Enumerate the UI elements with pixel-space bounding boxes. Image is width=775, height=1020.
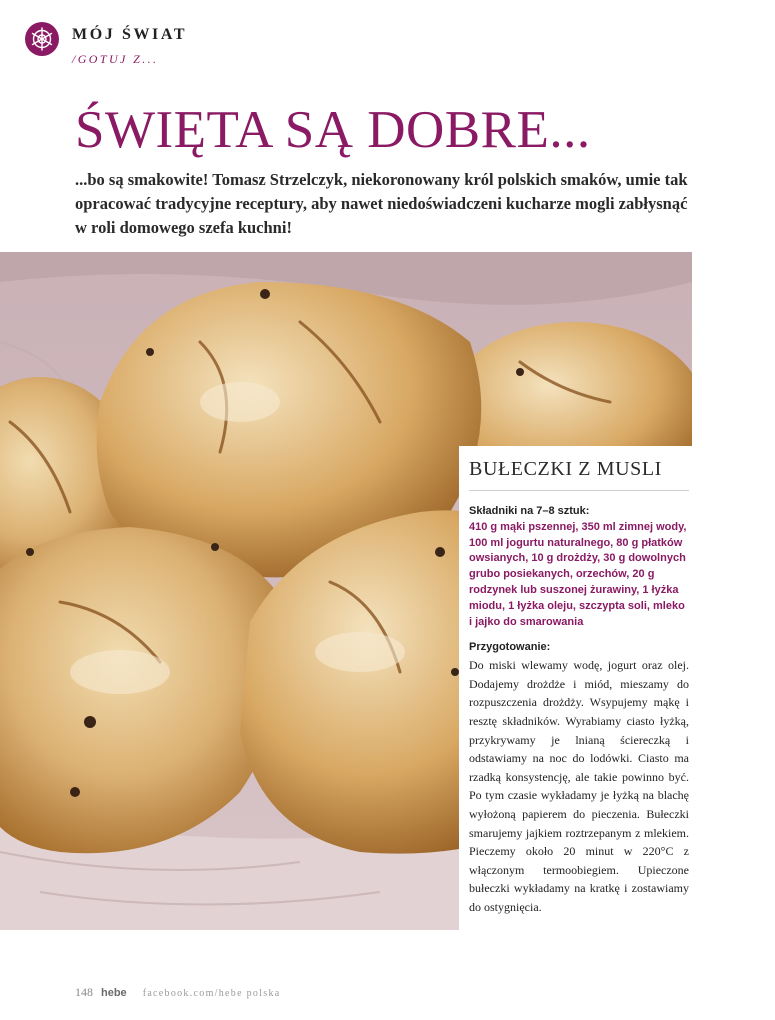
- page-number: 148: [75, 985, 93, 999]
- facebook-link[interactable]: facebook.com/hebe polska: [142, 988, 281, 999]
- recipe-title: BUŁECZKI Z MUSLI: [469, 456, 689, 491]
- article-headline: ŚWIĘTA SĄ DOBRE...: [75, 101, 591, 159]
- recipe-box: [459, 446, 699, 936]
- section-subtitle: /GOTUJ Z...: [72, 52, 159, 66]
- article-lead: ...bo są smakowite! Tomasz Strzelczyk, niekoronowany król polskich smaków, umie tak opracować tradycyjne receptury, aby nawet niedoświadczeni kucharze mogli zabłysnąć w roli domowego szefa kuchni!: [75, 170, 688, 237]
- preparation-text: Do miski wlewamy wodę, jogurt oraz olej. Dodajemy drożdże i miód, mieszamy do rozpuszczenia drożdży. Wsypujemy mąkę i resztę składników. Wyrabiamy ciasto łyżką, przykrywamy je lnianą ściereczką i odstawiamy na noc do lodówki. Ciasto ma rzadką konsystencję, ale takie powinno być. Po tym czasie wykładamy je łyżką na blachę wyłożoną papierem do pieczenia. Bułeczki smarujemy jajkiem roztrzepanym z mlekiem. Pieczemy około 20 minut w 220°C z włączonym termoobiegiem. Upieczone bułeczki wykładamy na kratkę i zostawiamy do ostygnięcia.: [469, 658, 689, 914]
- page-footer: [75, 985, 281, 1000]
- brand-logo: hebe: [101, 987, 127, 999]
- section-title: MÓJ ŚWIAT: [72, 26, 188, 43]
- ingredients-heading: Składniki na 7–8 sztuk:: [469, 505, 590, 517]
- preparation-heading: Przygotowanie:: [469, 641, 551, 654]
- ingredients-list: 410 g mąki pszennej, 350 ml zimnej wody, 100 ml jogurtu naturalnego, 80 g płatków owsianych, 10 g drożdży, 30 g dowolnych grubo posiekanych, orzechów, 20 g rodzynek lub suszonej żurawiny, 1 łyżka miodu, 1 łyżka oleju, szczypta soli, mleko i jajko do smarowania: [469, 520, 687, 628]
- snowflake-icon: [25, 22, 59, 56]
